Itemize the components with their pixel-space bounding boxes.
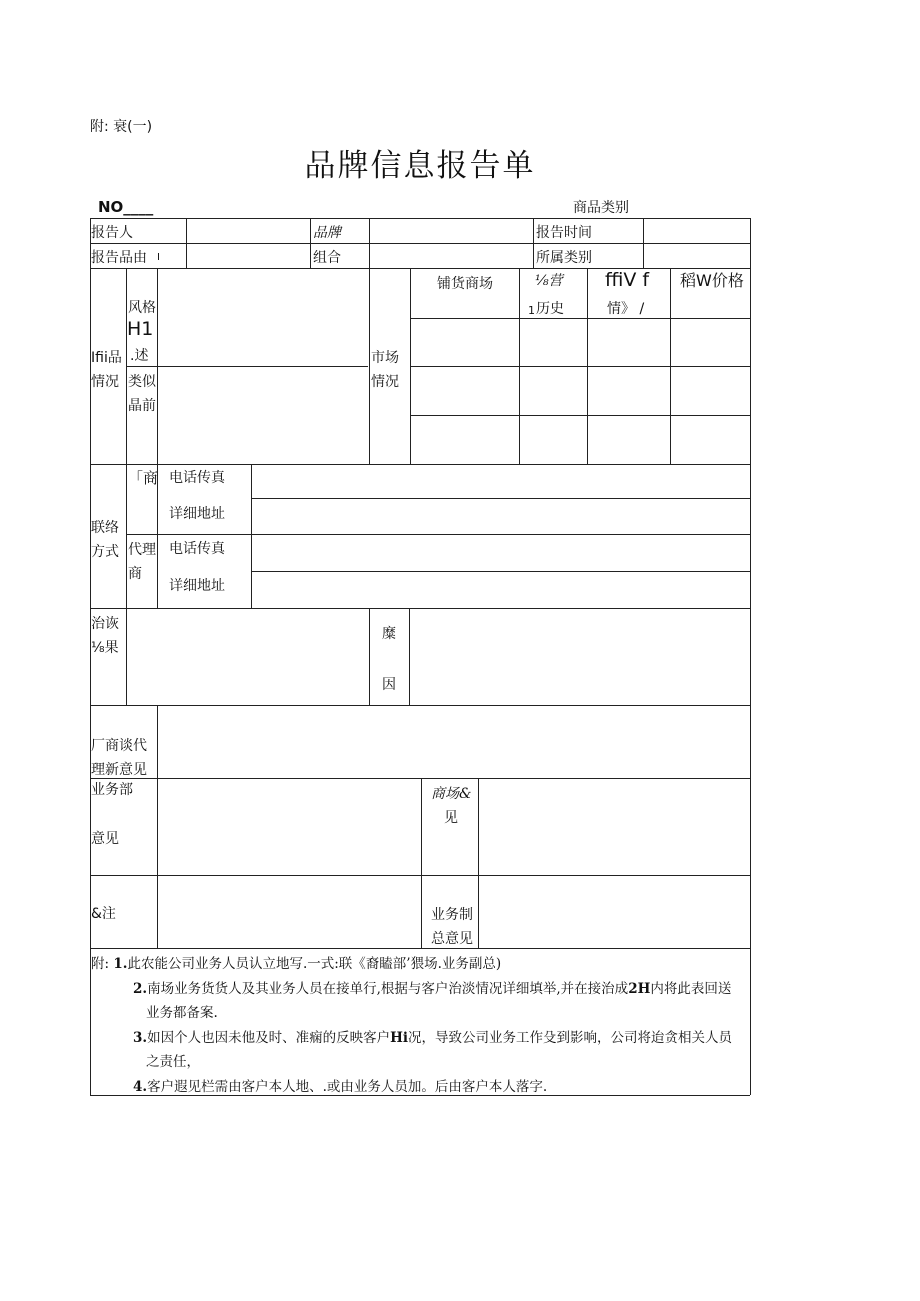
agent-label-1: 代理	[128, 542, 156, 558]
reporter-label: 报告人	[91, 225, 133, 241]
sales-column-header-top: ffiV f	[605, 269, 650, 291]
negotiation-result-label-2: ⅛果	[91, 640, 119, 656]
similar-label-2: 晶前	[128, 398, 156, 414]
note-3-bold: Hi	[390, 1030, 408, 1046]
note-4-number: 4.	[133, 1079, 148, 1095]
report-product-label: 报告品由	[91, 250, 147, 266]
style-label-3: .述	[130, 348, 149, 364]
reason-label-1: 糜	[382, 626, 396, 642]
style-label-2: H1	[127, 318, 154, 340]
price-column-header: 稻W价格	[680, 271, 744, 290]
agent-phone-fax-label: 电话传真	[169, 541, 225, 557]
product-group-label-2: 情况	[91, 374, 119, 390]
manufacturer-address-label: 详细地址	[169, 506, 225, 522]
category-belong-label: 所属类别	[536, 250, 592, 266]
business-opinion-label-1: 业务部	[91, 782, 133, 798]
product-group-label-1: Ifii品	[91, 350, 122, 366]
manufacturer-phone-fax-label: 电话传真	[169, 470, 225, 486]
history-column-mark: 1	[528, 304, 535, 317]
director-opinion-label-2: 总意见	[431, 931, 473, 947]
product-mark: I	[157, 252, 160, 263]
sales-column-header-bottom: 情》 /	[607, 301, 645, 317]
form-number: NO____	[98, 198, 154, 216]
style-label-1: 风格	[128, 300, 156, 316]
negotiation-result-label-1: 治诙	[91, 616, 119, 632]
note-1-text: 此农能公司业务人员认立地写.一式:联《裔瞌部’猥场.业务副总)	[127, 956, 502, 972]
contact-label-1: 联络	[91, 520, 119, 536]
appendix-label: 附: 衰(一)	[90, 119, 153, 135]
note-2-text-b: 内将此表回送	[650, 981, 732, 997]
agent-label-2: 商	[128, 566, 142, 582]
director-opinion-label-1: 业务制	[431, 907, 473, 923]
history-column-header-bottom: 历史	[536, 301, 564, 317]
business-opinion-label-2: 意见	[91, 831, 119, 847]
combination-label: 组合	[313, 250, 341, 266]
new-opinion-label-1: 厂商谈代	[91, 738, 147, 754]
remark-label: &注	[91, 906, 116, 922]
form-title: 品牌信息报告单	[304, 148, 536, 184]
mall-opinion-label-1: 商场&	[431, 786, 472, 802]
market-label-1: 市场	[371, 350, 399, 366]
manufacturer-label: 「商	[128, 469, 159, 487]
note-3-text-b: 况，导致公司业务工作殳到影响，公司将迨贪相关人员	[407, 1030, 732, 1046]
reason-label-2: 因	[382, 677, 396, 693]
agent-address-label: 详细地址	[169, 578, 225, 594]
new-opinion-label-2: 理新意见	[91, 762, 147, 778]
note-3-number: 3.	[133, 1030, 148, 1046]
brand-label: 品牌	[313, 225, 341, 241]
market-label-2: 情况	[371, 374, 399, 390]
note-3-continuation: 之责任，	[146, 1054, 200, 1070]
store-column-header: 铺货商场	[437, 276, 493, 292]
mall-opinion-label-2: 见	[444, 810, 458, 826]
note-2-number: 2.	[133, 981, 148, 997]
note-4-text: 客户遐见栏需由客户本人地、.或由业务人员加。后由客户本人落字.	[147, 1079, 548, 1095]
similar-label-1: 类似	[128, 374, 156, 390]
contact-label-2: 方式	[91, 544, 119, 560]
note-2-bold: 2H	[628, 981, 651, 997]
notes-prefix: 附:	[91, 956, 110, 972]
category-label: 商品类别	[573, 200, 629, 216]
history-column-header-top: ⅛营	[535, 273, 563, 289]
note-2-continuation: 业务都备案.	[146, 1005, 218, 1021]
note-2-text-a: 南场业务货货人及其业务人员在接单行,根据与客户治淡情况详细填举,并在接治成	[147, 981, 629, 997]
report-time-label: 报告时间	[536, 225, 592, 241]
note-3-text-a: 如因个人也因未他及时、准痫的反映客户	[147, 1030, 391, 1046]
note-1-number: 1.	[113, 956, 128, 972]
